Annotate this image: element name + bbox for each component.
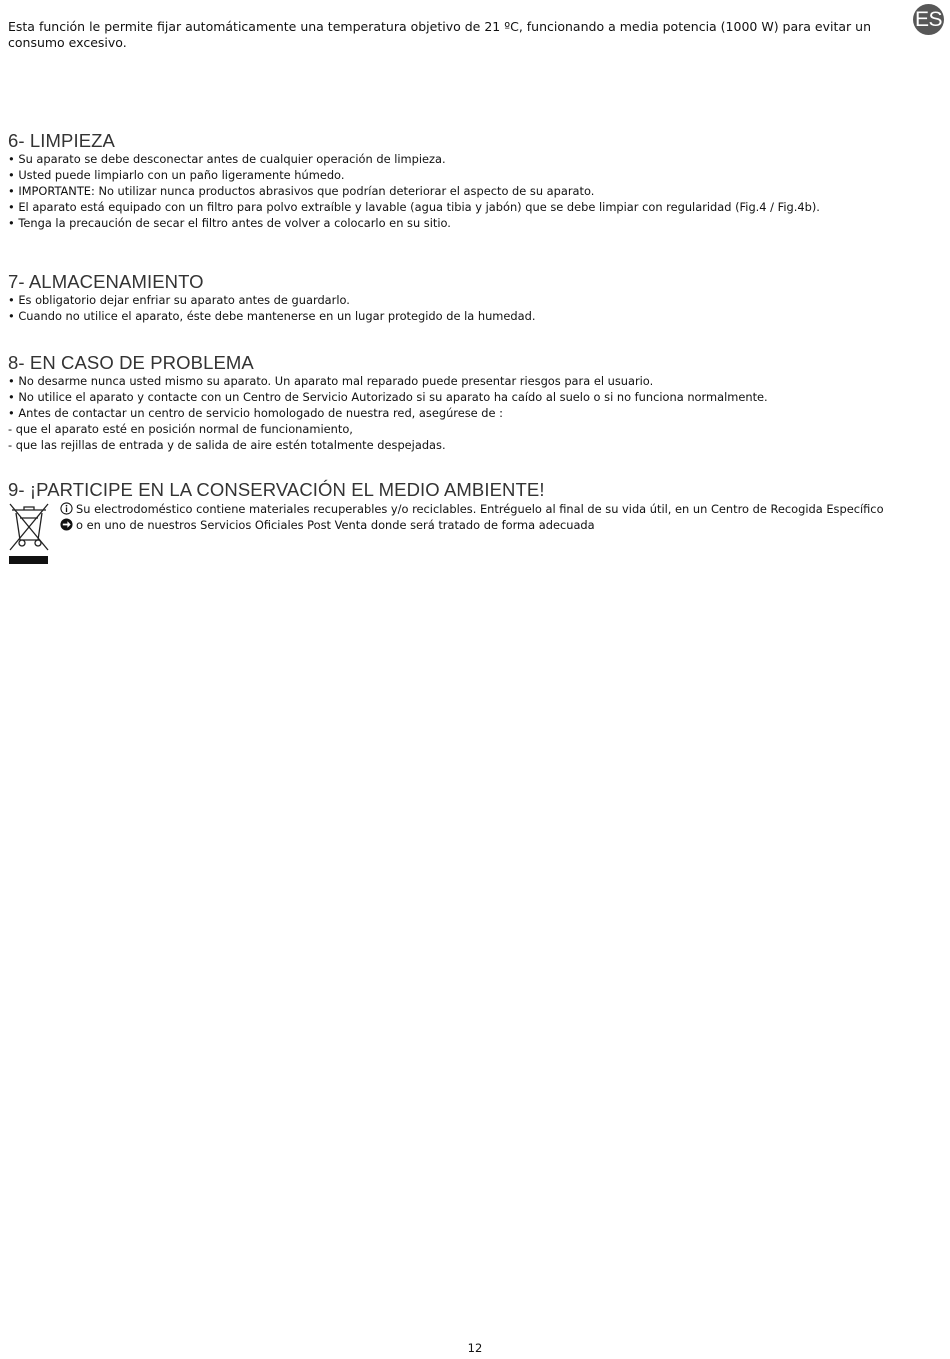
recycling-line-1 (60, 501, 930, 517)
arrow-circle-icon (60, 518, 73, 531)
info-circle-icon (60, 502, 73, 515)
section-environment (8, 479, 928, 532)
list-item: • El aparato está equipado con un filtro para polvo extraíble y lavable (agua tibia y jabón) que se debe limpiar con regularidad (Fig.4 / Fig.4b). (8, 200, 820, 214)
list-item: - que las rejillas de entrada y de salida de aire estén totalmente despejadas. (8, 438, 446, 452)
section-cleaning (8, 131, 928, 231)
page-number: 12 (467, 1341, 483, 1355)
recycling-sentence-1: Su electrodoméstico contiene materiales recuperables y/o reciclables. Entréguelo al final de su vida útil, en un Centro de Recogida Específico (76, 502, 884, 516)
recycling-notice (8, 501, 928, 571)
recycling-line-2 (60, 517, 930, 533)
section-storage (8, 272, 928, 324)
cleaning-list (8, 151, 928, 231)
storage-list (8, 292, 928, 324)
list-item: • Antes de contactar un centro de servicio homologado de nuestra red, asegúrese de : (8, 406, 503, 420)
recycling-text (60, 501, 930, 533)
list-item: • Tenga la precaución de secar el filtro antes de volver a colocarlo en su sitio. (8, 216, 451, 230)
list-item: - que el aparato esté en posición normal de funcionamiento, (8, 422, 353, 436)
crossed-out-wheelie-bin-icon (8, 502, 50, 566)
section-title-problems: 8- EN CASO DE PROBLEMA (8, 352, 254, 373)
intro-paragraph: Esta función le permite fijar automáticamente una temperatura objetivo de 21 ºC, funcionando a media potencia (1000 W) para evitar un consumo excesivo. (8, 19, 872, 50)
section-title-environment: 9- ¡PARTICIPE EN LA CONSERVACIÓN EL MEDIO AMBIENTE! (8, 479, 545, 500)
list-item: • Usted puede limpiarlo con un paño ligeramente húmedo. (8, 168, 345, 182)
list-item: • Cuando no utilice el aparato, éste debe mantenerse en un lugar protegido de la humedad. (8, 309, 536, 323)
section-problems (8, 353, 928, 453)
section-title-cleaning: 6- LIMPIEZA (8, 130, 115, 151)
section-title-storage: 7- ALMACENAMIENTO (8, 271, 204, 292)
list-item: • Su aparato se debe desconectar antes de cualquier operación de limpieza. (8, 152, 446, 166)
language-badge: ES (913, 4, 944, 35)
list-item: • Es obligatorio dejar enfriar su aparato antes de guardarlo. (8, 293, 350, 307)
list-item: • No desarme nunca usted mismo su aparato. Un aparato mal reparado puede presentar riesgos para el usuario. (8, 374, 654, 388)
list-item: • IMPORTANTE: No utilizar nunca productos abrasivos que podrían deteriorar el aspecto de su aparato. (8, 184, 595, 198)
list-item: • No utilice el aparato y contacte con un Centro de Servicio Autorizado si su aparato ha caído al suelo o si no funciona normalmente. (8, 390, 768, 404)
problems-list (8, 373, 928, 453)
recycling-sentence-2: o en uno de nuestros Servicios Oficiales Post Venta donde será tratado de forma adecuada (76, 518, 595, 532)
